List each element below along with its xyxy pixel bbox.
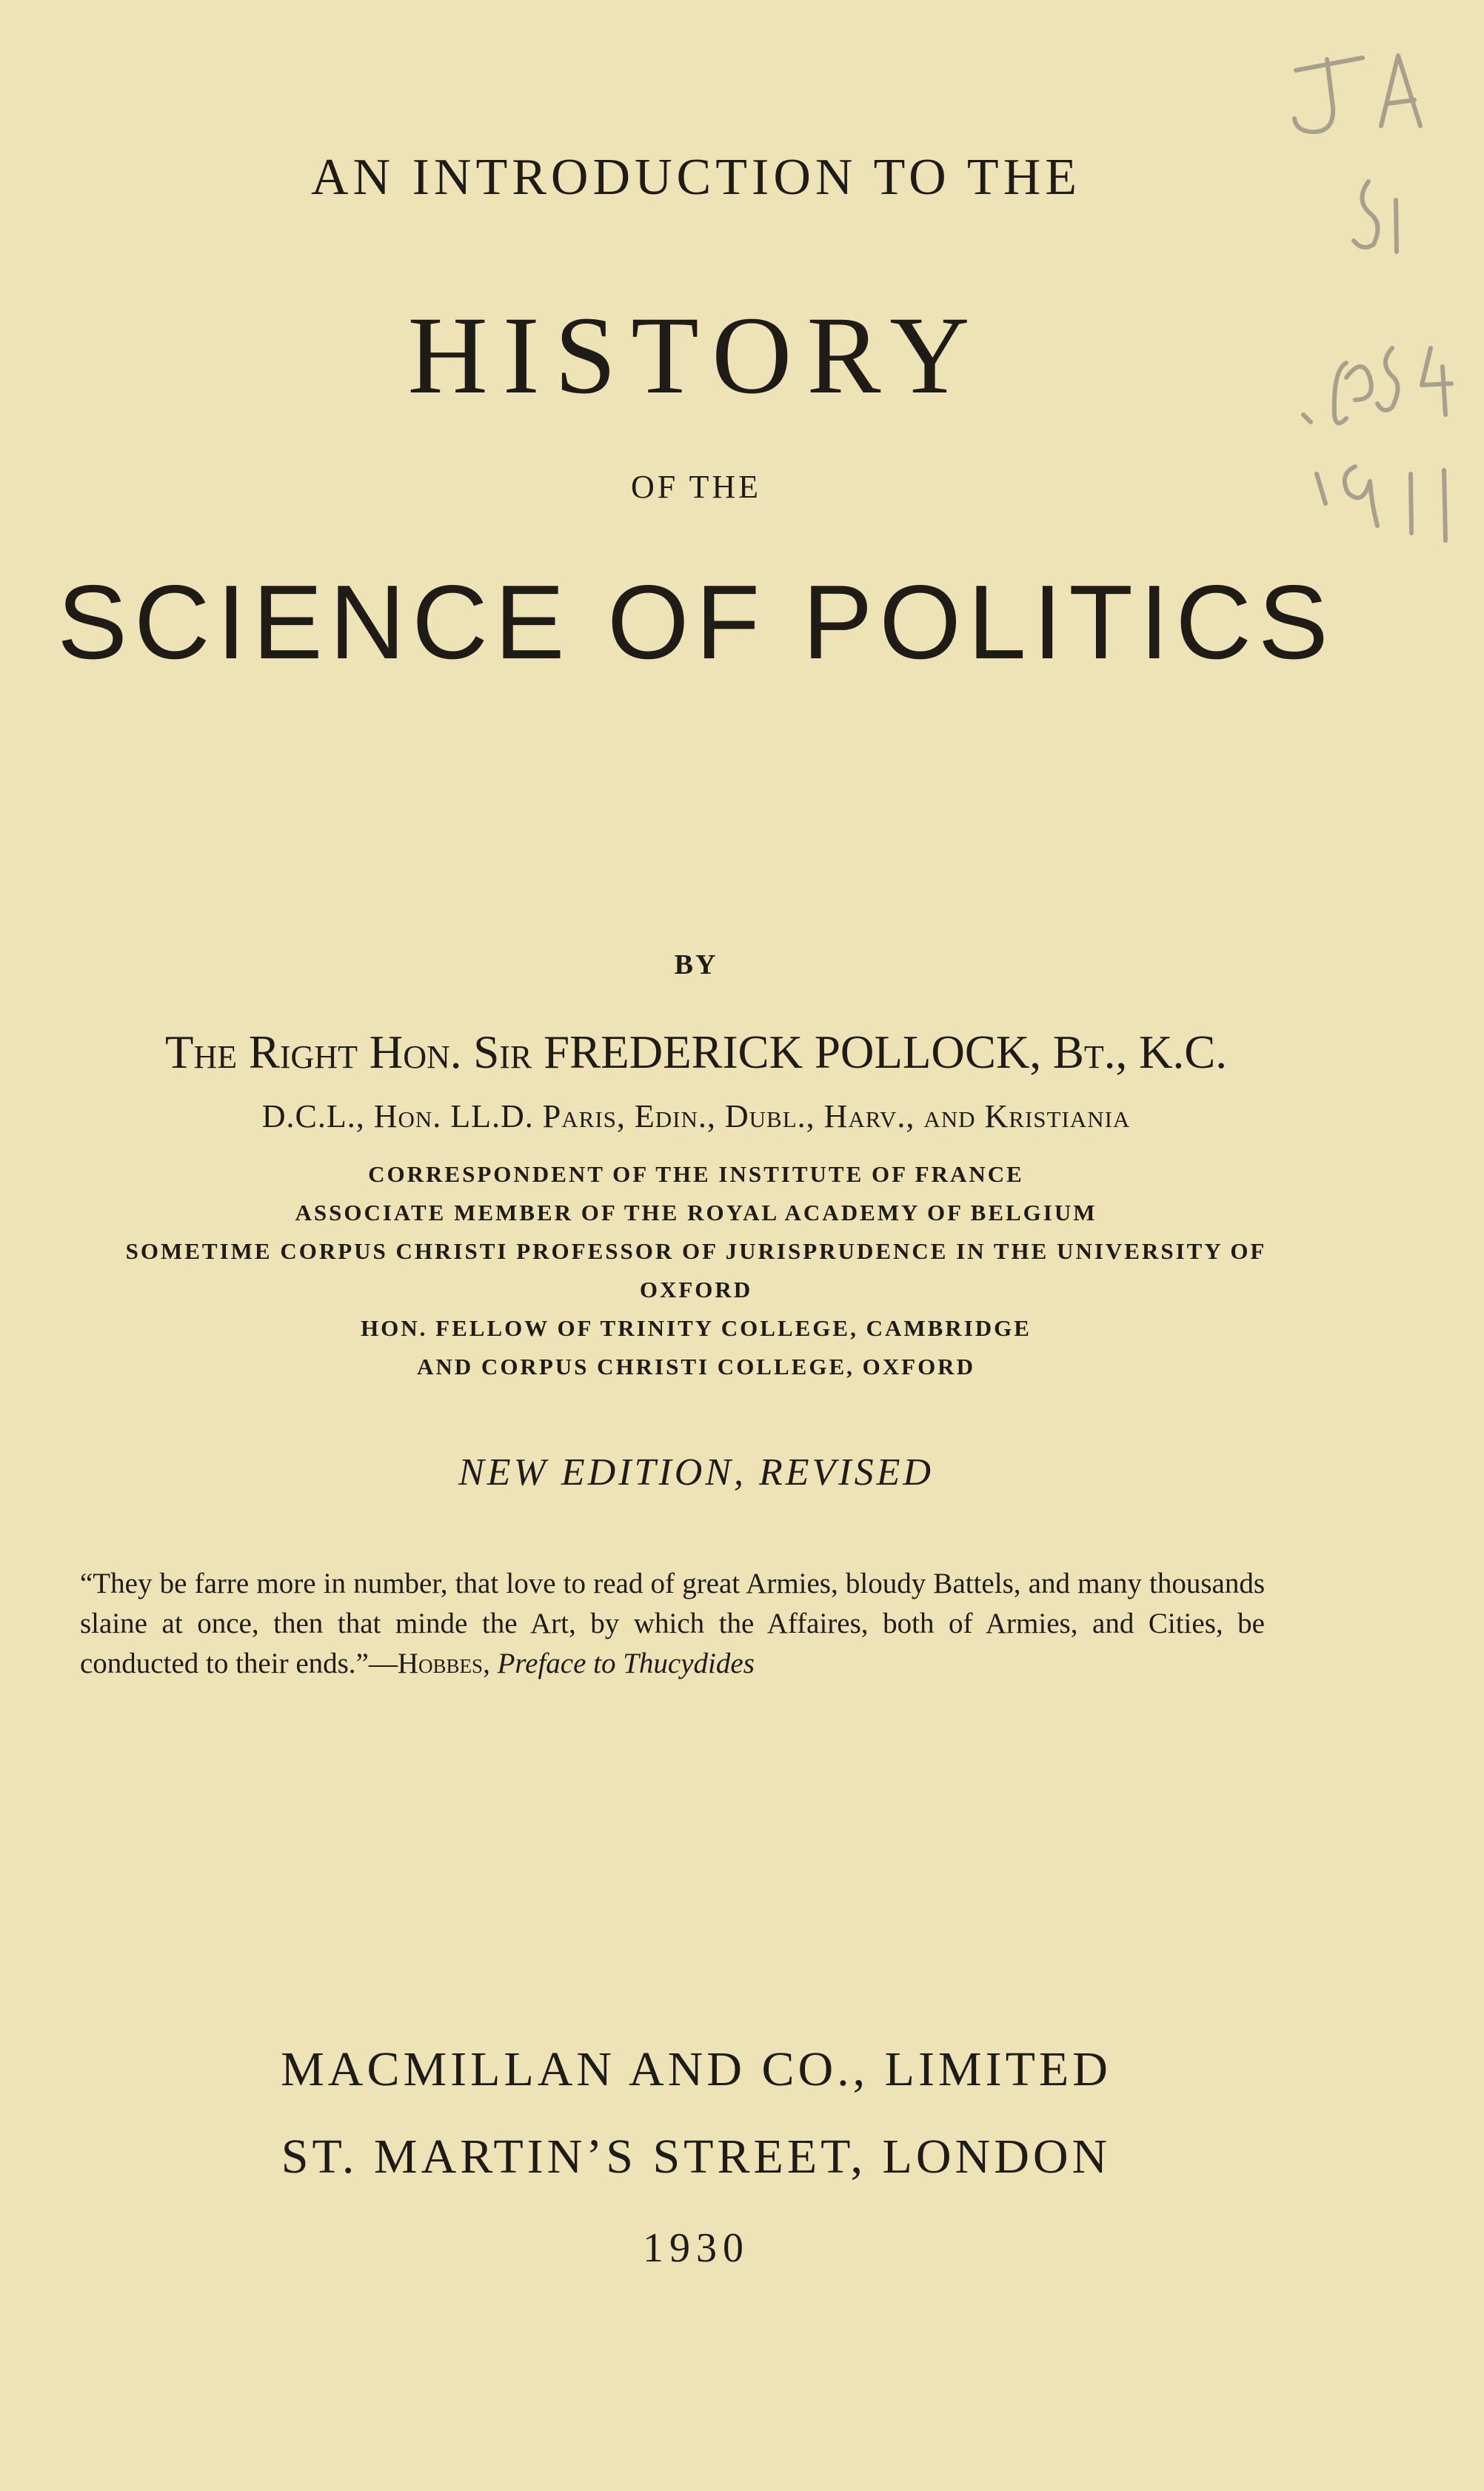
address-line: ST. MARTIN’S STREET, LONDON bbox=[281, 2130, 1112, 2184]
epigraph-citation: Preface to Thucydides bbox=[497, 1648, 755, 1679]
author-line: The Right Hon. Sir FREDERICK POLLOCK, Bt., K.C. bbox=[164, 1026, 1228, 1078]
epigraph: “They be farre more in number, that love to read of great Armies, bloudy Battels, and many thousands slaine at once, then that minde the Art, by which the Affaires, both of Armies, and Cities, be conducted to their ends.”—Hobbes, Preface to Thucydides bbox=[80, 1568, 1265, 1679]
epigraph-text: “They be farre more in number, that love to read of great Armies, bloudy Battels, and many thousands slaine at once, then that minde the Art, by which the Affaires, both of Armies, and Cities, be conducted to their ends.”— bbox=[80, 1568, 1265, 1679]
credential-line: OXFORD bbox=[639, 1277, 753, 1303]
degrees-line: D.C.L., Hon. LL.D. Paris, Edin., Dubl., Harv., and Kristiania bbox=[261, 1098, 1131, 1134]
subject-title: SCIENCE OF POLITICS bbox=[57, 564, 1335, 681]
handwritten-shelfmark bbox=[1251, 30, 1474, 548]
credential-line: ASSOCIATE MEMBER OF THE ROYAL ACADEMY OF BELGIUM bbox=[295, 1200, 1097, 1226]
intro-line: AN INTRODUCTION TO THE bbox=[310, 149, 1082, 206]
credential-line: SOMETIME CORPUS CHRISTI PROFESSOR OF JURISPRUDENCE IN THE UNIVERSITY OF bbox=[125, 1238, 1267, 1264]
publisher-line: MACMILLAN AND CO., LIMITED bbox=[281, 2042, 1112, 2096]
credential-line: AND CORPUS CHRISTI COLLEGE, OXFORD bbox=[417, 1354, 975, 1380]
edition-line: NEW EDITION, REVISED bbox=[458, 1451, 934, 1494]
credential-line: CORRESPONDENT OF THE INSTITUTE OF FRANCE bbox=[368, 1161, 1024, 1187]
by-line: BY bbox=[674, 949, 718, 980]
credential-line: HON. FELLOW OF TRINITY COLLEGE, CAMBRIDGE bbox=[361, 1315, 1032, 1341]
year-line: 1930 bbox=[643, 2225, 749, 2271]
main-title: HISTORY bbox=[407, 294, 985, 417]
epigraph-author: Hobbes bbox=[397, 1648, 484, 1679]
connector-line: OF THE bbox=[631, 469, 761, 505]
